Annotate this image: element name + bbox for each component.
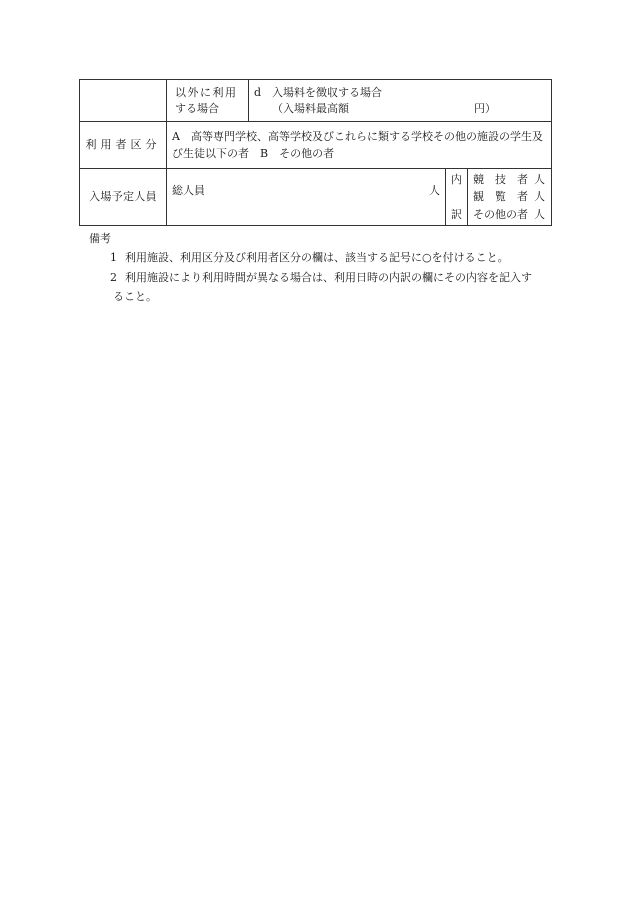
admission-fee-cell <box>249 80 552 122</box>
row-other-use-label-cell <box>80 80 167 122</box>
total-attendance-label: 総人員 <box>172 184 205 197</box>
admission-fee-option: d 入場料を徴収する場合 <box>254 86 383 100</box>
breakdown-values-cell[interactable] <box>468 169 552 226</box>
remark-item <box>79 270 551 285</box>
breakdown-list <box>473 172 545 222</box>
breakdown-item-label: 競 技 者 <box>473 173 528 186</box>
remark-text-continuation: ること。 <box>113 290 157 304</box>
breakdown-label-bottom: 訳 <box>451 207 462 221</box>
total-attendance-line <box>172 183 440 198</box>
max-admission-fee-line <box>254 101 546 116</box>
remarks-section <box>79 231 551 305</box>
row-user-category <box>80 122 552 169</box>
remark-text: 利用施設により利用時間が異なる場合は、利用日時の内訳の欄にその内容を記入す <box>125 270 532 284</box>
category-line-1: 以外に利用 <box>175 86 238 100</box>
breakdown-item-unit: 人 <box>534 173 545 186</box>
user-category-label: 利用者区分 <box>85 138 161 152</box>
breakdown-label <box>446 172 467 222</box>
remarks-title: 備考 <box>89 232 111 245</box>
breakdown-item-label: その他の者 <box>473 207 528 221</box>
breakdown-item-unit: 人 <box>534 190 545 204</box>
breakdown-item-label: 観 覧 者 <box>473 190 528 204</box>
row-other-use-category-cell <box>167 80 249 122</box>
row-expected-attendance <box>80 169 552 226</box>
user-category-options-cell[interactable]: A 高等専門学校、高等学校及びこれらに類する学校その他の施設の学生及び生徒以下の者 B その他の者 <box>167 122 552 169</box>
expected-attendance-label-cell: 入場予定人員 <box>80 169 167 226</box>
breakdown-label-cell <box>446 169 468 226</box>
max-admission-fee-label: （入場料最高額 <box>272 101 349 115</box>
user-category-label-cell <box>80 122 167 169</box>
breakdown-item-unit: 人 <box>534 207 545 221</box>
form-page <box>79 79 551 305</box>
category-line-2: する場合 <box>175 101 219 115</box>
row-other-use <box>80 80 552 122</box>
total-attendance-cell[interactable] <box>167 169 446 226</box>
breakdown-item-spectators <box>473 189 545 204</box>
remark-text: 利用施設、利用区分及び利用者区分の欄は、該当する記号に○を付けること。 <box>125 251 509 265</box>
breakdown-label-top: 内 <box>451 173 462 186</box>
breakdown-item-athletes <box>473 172 545 187</box>
remark-item <box>79 250 551 265</box>
remark-number: 2 <box>110 270 117 284</box>
total-attendance-unit: 人 <box>429 184 440 197</box>
application-form-table <box>79 79 552 226</box>
max-admission-fee-unit: 円） <box>474 101 496 115</box>
remark-number: 1 <box>110 251 117 265</box>
breakdown-item-others <box>473 207 545 222</box>
